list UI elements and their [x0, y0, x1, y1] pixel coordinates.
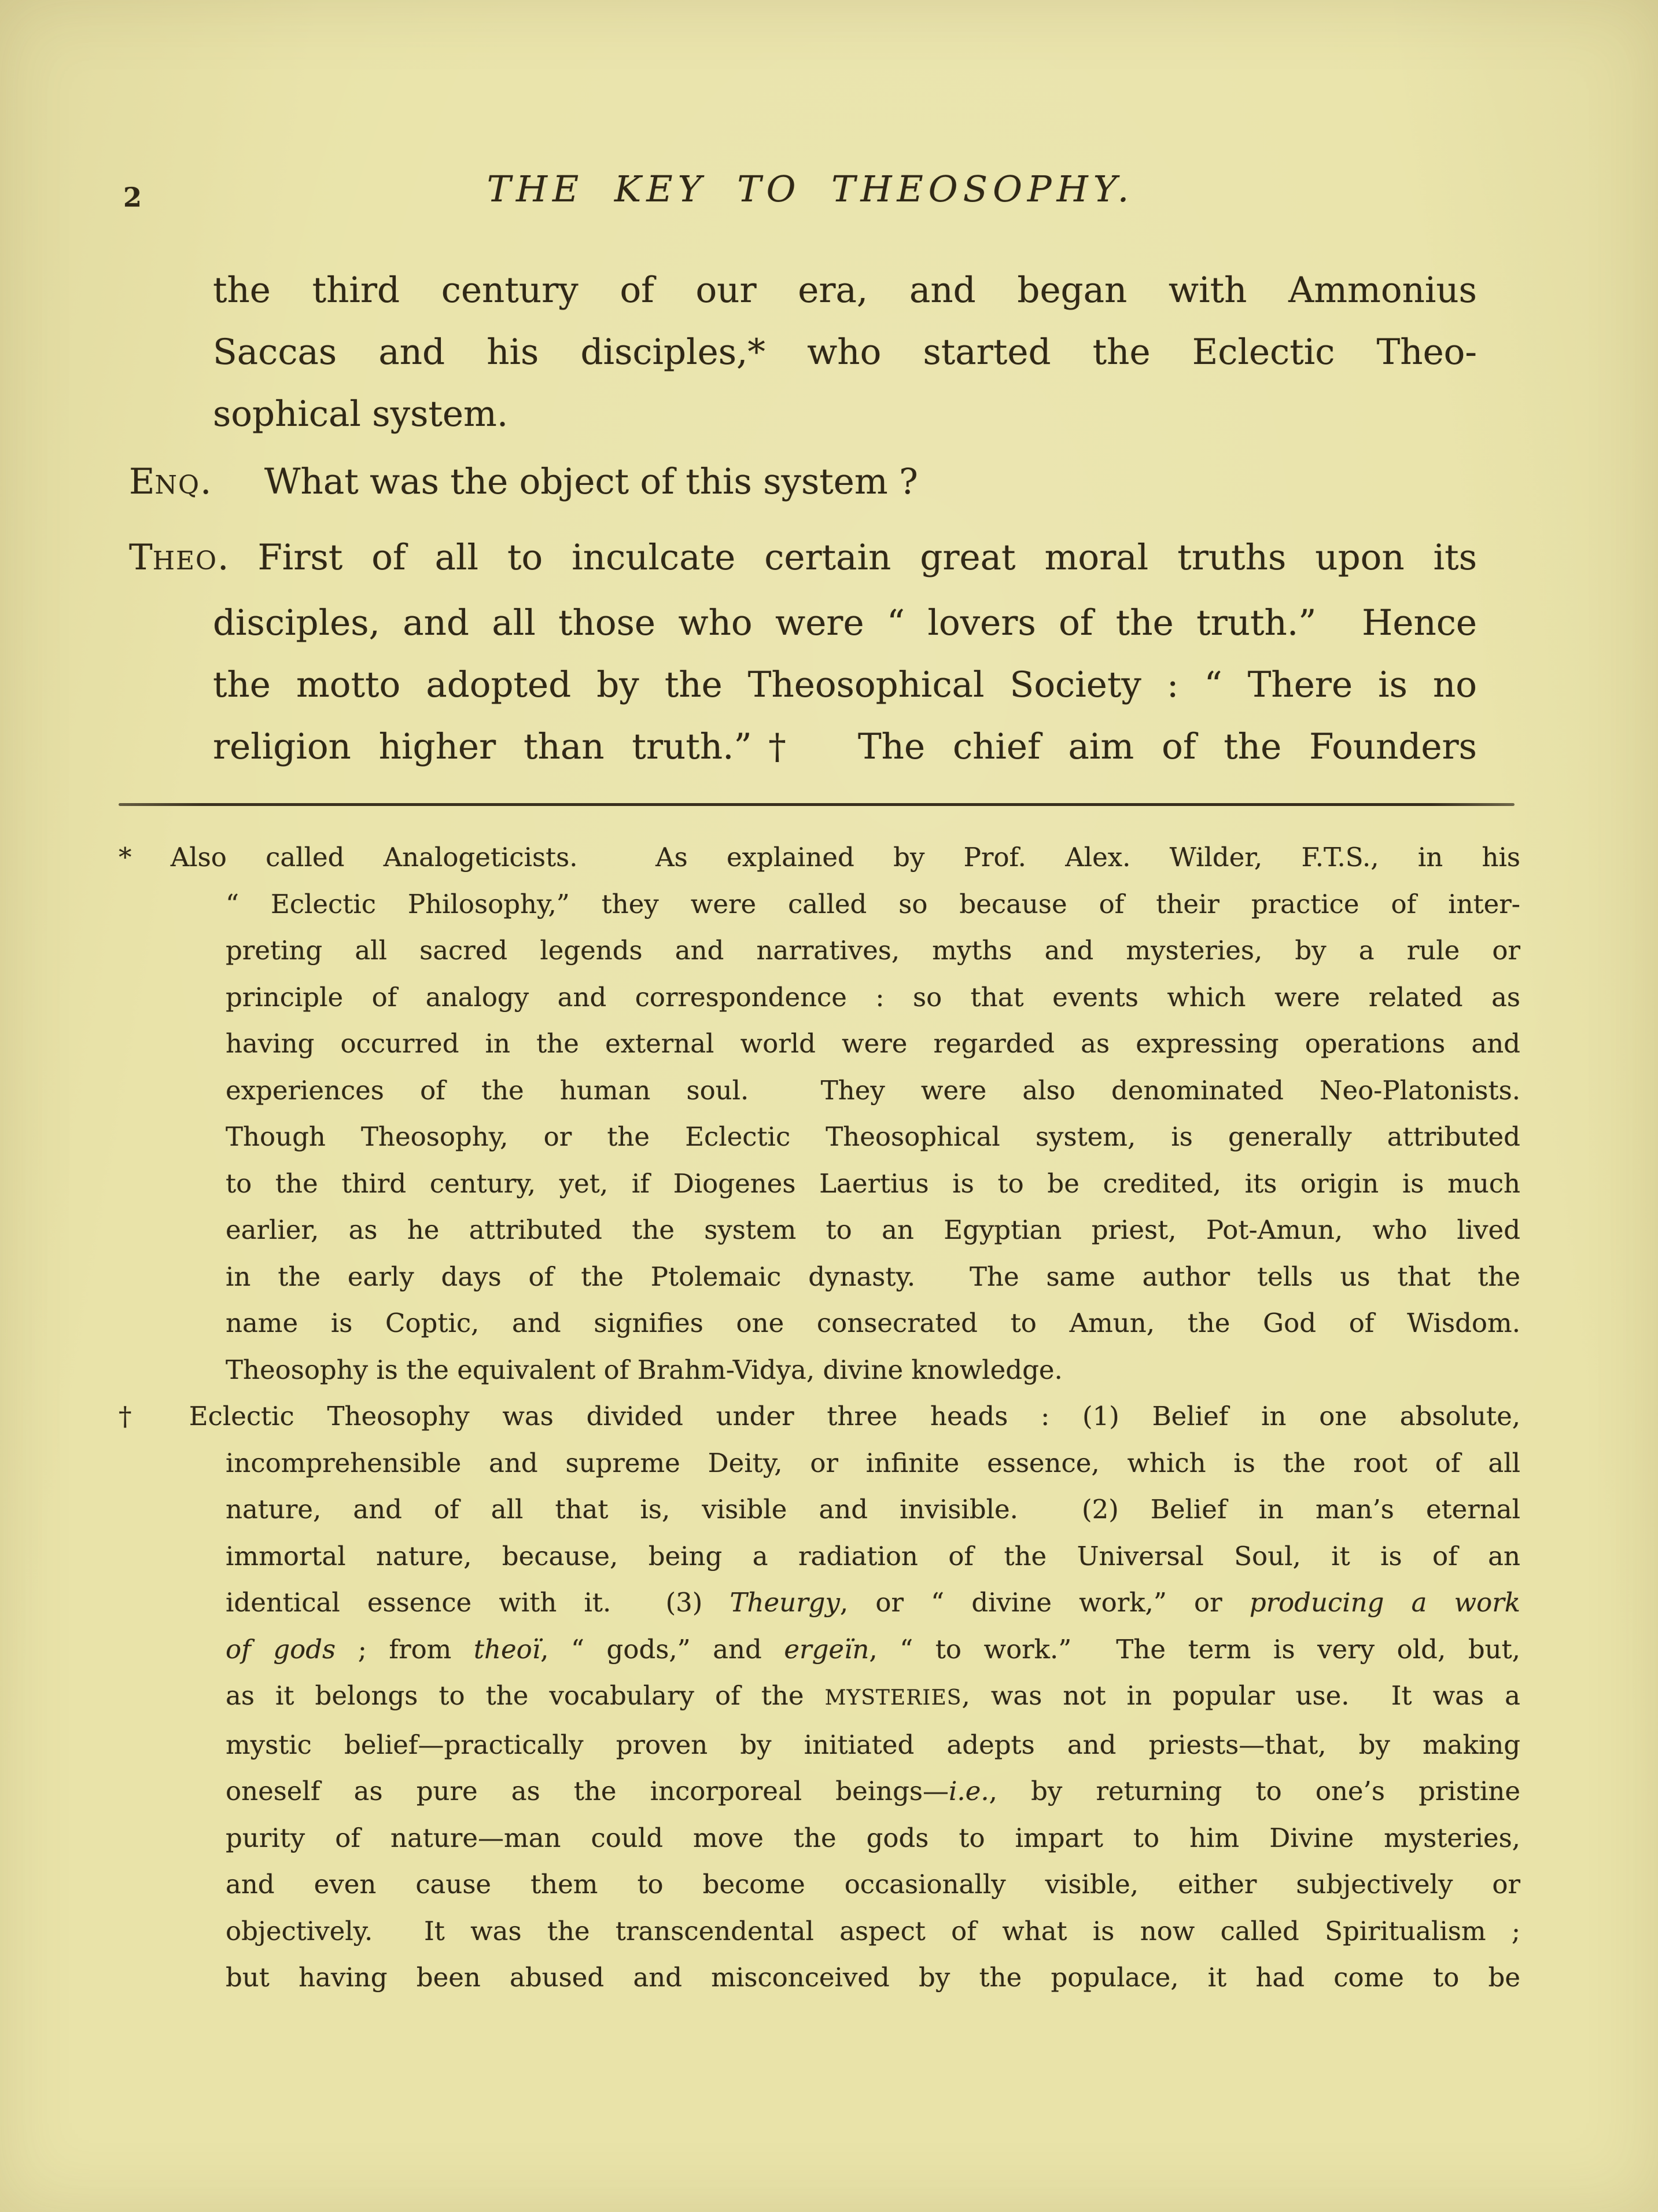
text-line: sophical system. [213, 393, 509, 435]
text-line: “ Eclectic Philosophy,” they were called so because of their practice of inter- [226, 888, 1520, 919]
text-line: * Also called Analogeticists. As explained by Prof. Alex. Wilder, F.T.S., in his [119, 842, 1520, 873]
text-line: name is Coptic, and signifies one consecrated to Amun, the God of Wisdom. [226, 1308, 1520, 1338]
text-line: oneself as pure as the incorporeal beings—i.e., by returning to one’s pristine [226, 1776, 1520, 1806]
page-number: 2 [123, 182, 143, 213]
paragraph-continuation [213, 259, 1477, 445]
text-line: Though Theosophy, or the Eclectic Theosophical system, is generally attributed [226, 1121, 1520, 1152]
footnote-asterisk [119, 834, 1520, 1393]
text-line: objectively. It was the transcendental aspect of what is now called Spiritualism ; [226, 1915, 1520, 1946]
answer-paragraph [129, 527, 1477, 778]
footnote-divider [119, 803, 1515, 806]
text-line: as it belongs to the vocabulary of the MYSTERIES, was not in popular use. It was a [226, 1680, 1520, 1711]
text-line: immortal nature, because, being a radiation of the Universal Soul, it is of an [226, 1540, 1520, 1571]
text-line: earlier, as he attributed the system to an Egyptian priest, Pot-Amun, who lived [226, 1214, 1520, 1245]
text-line: ENQ. What was the object of this system ? [129, 461, 918, 502]
text-line: incomprehensible and supreme Deity, or infinite essence, which is the root of all [226, 1447, 1520, 1478]
text-line: of gods ; from theoï, “ gods,” and ergeïn, “ to work.” The term is very old, but, [226, 1633, 1520, 1665]
text-line: in the early days of the Ptolemaic dynasty. The same author tells us that the [226, 1261, 1520, 1292]
text-line: purity of nature—man could move the gods to impart to him Divine mysteries, [226, 1822, 1520, 1853]
main-text [129, 259, 1477, 778]
text-line: preting all sacred legends and narratives, myths and mysteries, by a rule or [226, 935, 1520, 966]
footnotes [119, 834, 1520, 2001]
footnote-dagger [119, 1393, 1520, 2001]
text-line: Theosophy is the equivalent of Brahm-Vidya, divine knowledge. [226, 1354, 1063, 1385]
text-line: and even cause them to become occasionally visible, either subjectively or [226, 1869, 1520, 1900]
text-line: disciples, and all those who were “ lovers of the truth.” Hence [213, 602, 1477, 643]
text-line: mystic belief—practically proven by initiated adepts and priests—that, by making [226, 1729, 1520, 1760]
text-line: identical essence with it. (3) Theurgy, or “ divine work,” or producing a work [226, 1587, 1520, 1618]
question-paragraph [129, 451, 1477, 516]
text-line: the third century of our era, and began with Ammonius [213, 270, 1477, 311]
text-line: religion higher than truth.”† The chief aim of the Founders [213, 726, 1477, 767]
running-header [0, 168, 1658, 223]
text-line: nature, and of all that is, visible and invisible. (2) Belief in man’s eternal [226, 1494, 1520, 1525]
text-line: the motto adopted by the Theosophical Society : “ There is no [213, 664, 1477, 705]
text-line: to the third century, yet, if Diogenes Laertius is to be credited, its origin is much [226, 1168, 1520, 1199]
running-title: THE KEY TO THEOSOPHY. [487, 168, 1134, 210]
text-line: Saccas and his disciples,* who started the Eclectic Theo- [213, 332, 1477, 373]
text-line: THEO. First of all to inculcate certain great moral truths upon its [129, 537, 1477, 578]
text-line: having occurred in the external world were regarded as expressing operations and [226, 1028, 1520, 1059]
text-line: † Eclectic Theosophy was divided under three heads : (1) Belief in one absolute, [119, 1401, 1520, 1431]
text-line: but having been abused and misconceived by the populace, it had come to be [226, 1962, 1520, 1993]
text-line: experiences of the human soul. They were also denominated Neo-Platonists. [226, 1074, 1520, 1106]
text-line: principle of analogy and correspondence : so that events which were related as [226, 981, 1520, 1013]
